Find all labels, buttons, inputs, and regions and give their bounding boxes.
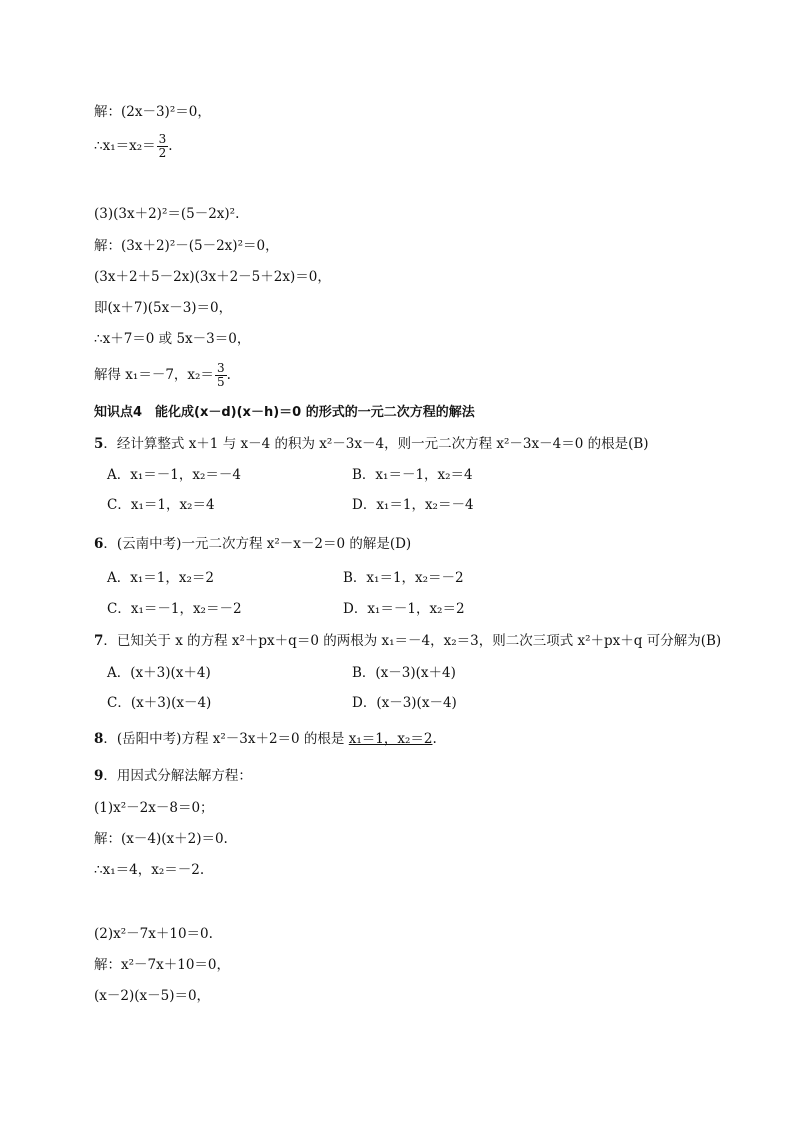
solution-line: 解：x²－7x＋10＝0， [94,957,230,973]
question-text: ．(岳阳中考)方程 x²－3x＋2＝0 的根是 [103,731,349,747]
question-number: 9 [94,768,104,784]
solution-result-line [94,133,173,160]
solution-line: 解：(2x－3)²＝0， [94,104,211,120]
question-number: 5 [94,436,104,452]
fraction-numerator: 3 [158,132,167,146]
result-period: . [226,367,231,383]
fraction [215,362,227,389]
option-c: C．(x＋3)(x－4) [107,695,212,711]
solution-line: 解：(x－4)(x＋2)＝0. [94,831,228,847]
fraction-denominator: 2 [158,146,167,160]
question-period: . [432,731,437,747]
option-a: A．x₁＝1，x₂＝2 [107,570,214,586]
option-b: B．(x－3)(x＋4) [352,665,456,681]
fraction [157,133,169,160]
result-text: 解得 x₁＝－7，x₂＝ [94,367,214,383]
solution-result-line: ∴x₁＝4，x₂＝－2. [94,862,205,878]
option-c: C．x₁＝－1，x₂＝－2 [107,601,242,617]
question-text: ．经计算整式 x＋1 与 x－4 的积为 x²－3x－4，则一元二次方程 x²－3x－4＝0 的根是(B) [103,436,649,452]
knowledge-point-heading: 知识点4 能化成(x－d)(x－h)＝0 的形式的一元二次方程的解法 [94,405,475,420]
solution-result-line [94,362,231,389]
option-d: D．x₁＝1，x₂＝－4 [352,497,474,513]
question-7 [94,631,721,651]
result-period: . [168,138,173,154]
question-5 [94,434,649,454]
question-number: 6 [94,536,104,552]
question-8 [94,729,437,749]
fraction-denominator: 5 [216,375,225,389]
question-text: ．(云南中考)一元二次方程 x²－x－2＝0 的解是(D) [103,536,412,552]
question-number: 8 [94,731,104,747]
answer-underlined: x₁＝1，x₂＝2 [348,731,433,747]
option-a: A．x₁＝－1，x₂＝－4 [107,467,241,483]
sub-problem-2: (2)x²－7x＋10＝0. [94,926,213,942]
solution-line: ∴x＋7＝0 或 5x－3＝0， [94,331,251,347]
sub-problem-1: (1)x²－2x－8＝0； [94,800,214,816]
solution-line: (3x＋2＋5－2x)(3x＋2－5＋2x)＝0， [94,269,331,285]
solution-line: 解：(3x＋2)²－(5－2x)²＝0， [94,238,279,254]
question-text: ．用因式分解法解方程： [103,768,252,784]
option-b: B．x₁＝－1，x₂＝4 [352,467,473,483]
question-number: 7 [94,633,104,649]
question-text: ．已知关于 x 的方程 x²＋px＋q＝0 的两根为 x₁＝－4，x₂＝3，则二次三项式 x²＋px＋q 可分解为(B) [103,633,722,649]
solution-line: 即(x＋7)(5x－3)＝0， [94,300,233,316]
problem-3: (3)(3x＋2)²＝(5－2x)². [94,206,240,222]
question-6 [94,534,411,554]
fraction-numerator: 3 [216,361,225,375]
result-text: ∴x₁＝x₂＝ [94,138,156,154]
option-c: C．x₁＝1，x₂＝4 [107,497,215,513]
option-b: B．x₁＝1，x₂＝－2 [343,570,464,586]
question-9 [94,766,252,786]
option-a: A．(x＋3)(x＋4) [107,665,211,681]
option-d: D．x₁＝－1，x₂＝2 [343,601,465,617]
option-d: D．(x－3)(x－4) [352,695,457,711]
solution-line: (x－2)(x－5)＝0， [94,988,211,1004]
